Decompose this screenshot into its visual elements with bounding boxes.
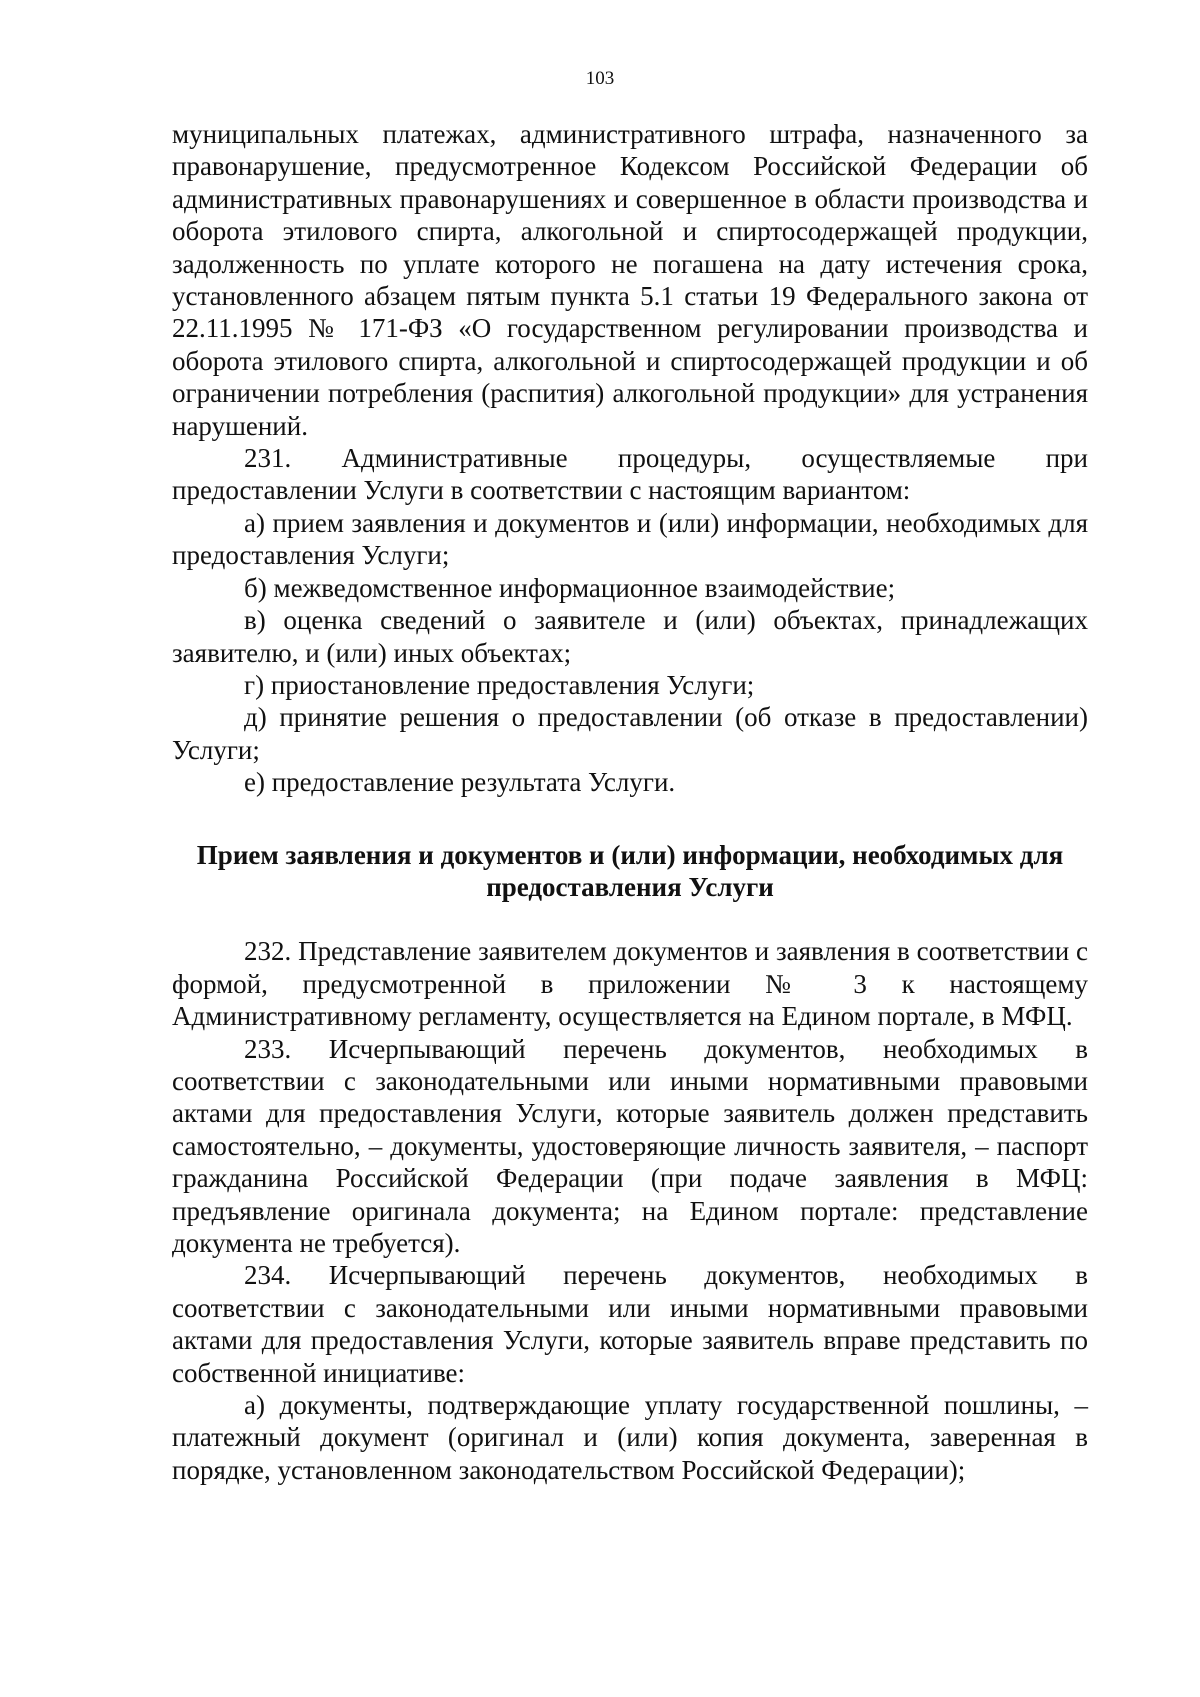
paragraph-232: 232. Представление заявителем документов и заявления в соответствии с формой, предусмотренной в приложении № 3 к настоящему Административному регламенту, осуществляется на Едином портале, в МФЦ. (172, 936, 1088, 1032)
paragraph-233: 233. Исчерпывающий перечень документов, необходимых в соответствии с законодательными или иными нормативными правовыми актами для предоставления Услуги, которые заявитель должен представить самостоятельно, – документы, удостоверяющие личность заявителя, – паспорт гражданина Российской Федерации (при подаче заявления в МФЦ: предъявление оригинала документа; на Едином портале: представление документа не требуется). (172, 1033, 1088, 1258)
paragraph-continuation: муниципальных платежах, административного штрафа, назначенного за правонарушение, предусмотренное Кодексом Российской Федерации об административных правонарушениях и совершенное в области производства и оборота этилового спирта, алкогольной и спиртосодержащей продукции, задолженность по уплате которого не погашена на дату истечения срока, установленного абзацем пятым пункта 5.1 статьи 19 Федерального закона от 22.11.1995 № 171-ФЗ «О государственном регулировании производства и оборота этилового спирта, алкогольной и спиртосодержащей продукции и об ограничении потребления (распития) алкогольной продукции» для устранения нарушений. (172, 119, 1088, 441)
list-item-b: б) межведомственное информационное взаимодействие; (244, 572, 896, 603)
list-item-v: в) оценка сведений о заявителе и (или) объектах, принадлежащих заявителю, и (или) иных объектах; (172, 605, 1088, 668)
list-item-d: д) принятие решения о предоставлении (об отказе в предоставлении) Услуги; (172, 702, 1088, 765)
list-item-g: г) приостановление предоставления Услуги; (244, 669, 755, 700)
section-heading: Прием заявления и документов и (или) информации, необходимых для предоставления Услуги (196, 839, 1064, 902)
document-body (172, 118, 1088, 1486)
page-number: 103 (585, 68, 615, 89)
paragraph-234: 234. Исчерпывающий перечень документов, необходимых в соответствии с законодательными или иными нормативными правовыми актами для предоставления Услуги, которые заявитель вправе представить по собственной инициативе: (172, 1260, 1088, 1388)
list-item-a: а) прием заявления и документов и (или) информации, необходимых для предоставления Услуги; (172, 507, 1088, 571)
list-item-e: е) предоставление результата Услуги. (244, 767, 676, 798)
list-item-a-documents: а) документы, подтверждающие уплату государственной пошлины, – платежный документ (оригинал и (или) копия документа, заверенная в порядке, установленном законодательством Российской Федерации); (172, 1390, 1088, 1485)
paragraph-231: 231. Административные процедуры, осуществляемые при предоставлении Услуги в соответствии с настоящим вариантом: (172, 443, 1088, 506)
